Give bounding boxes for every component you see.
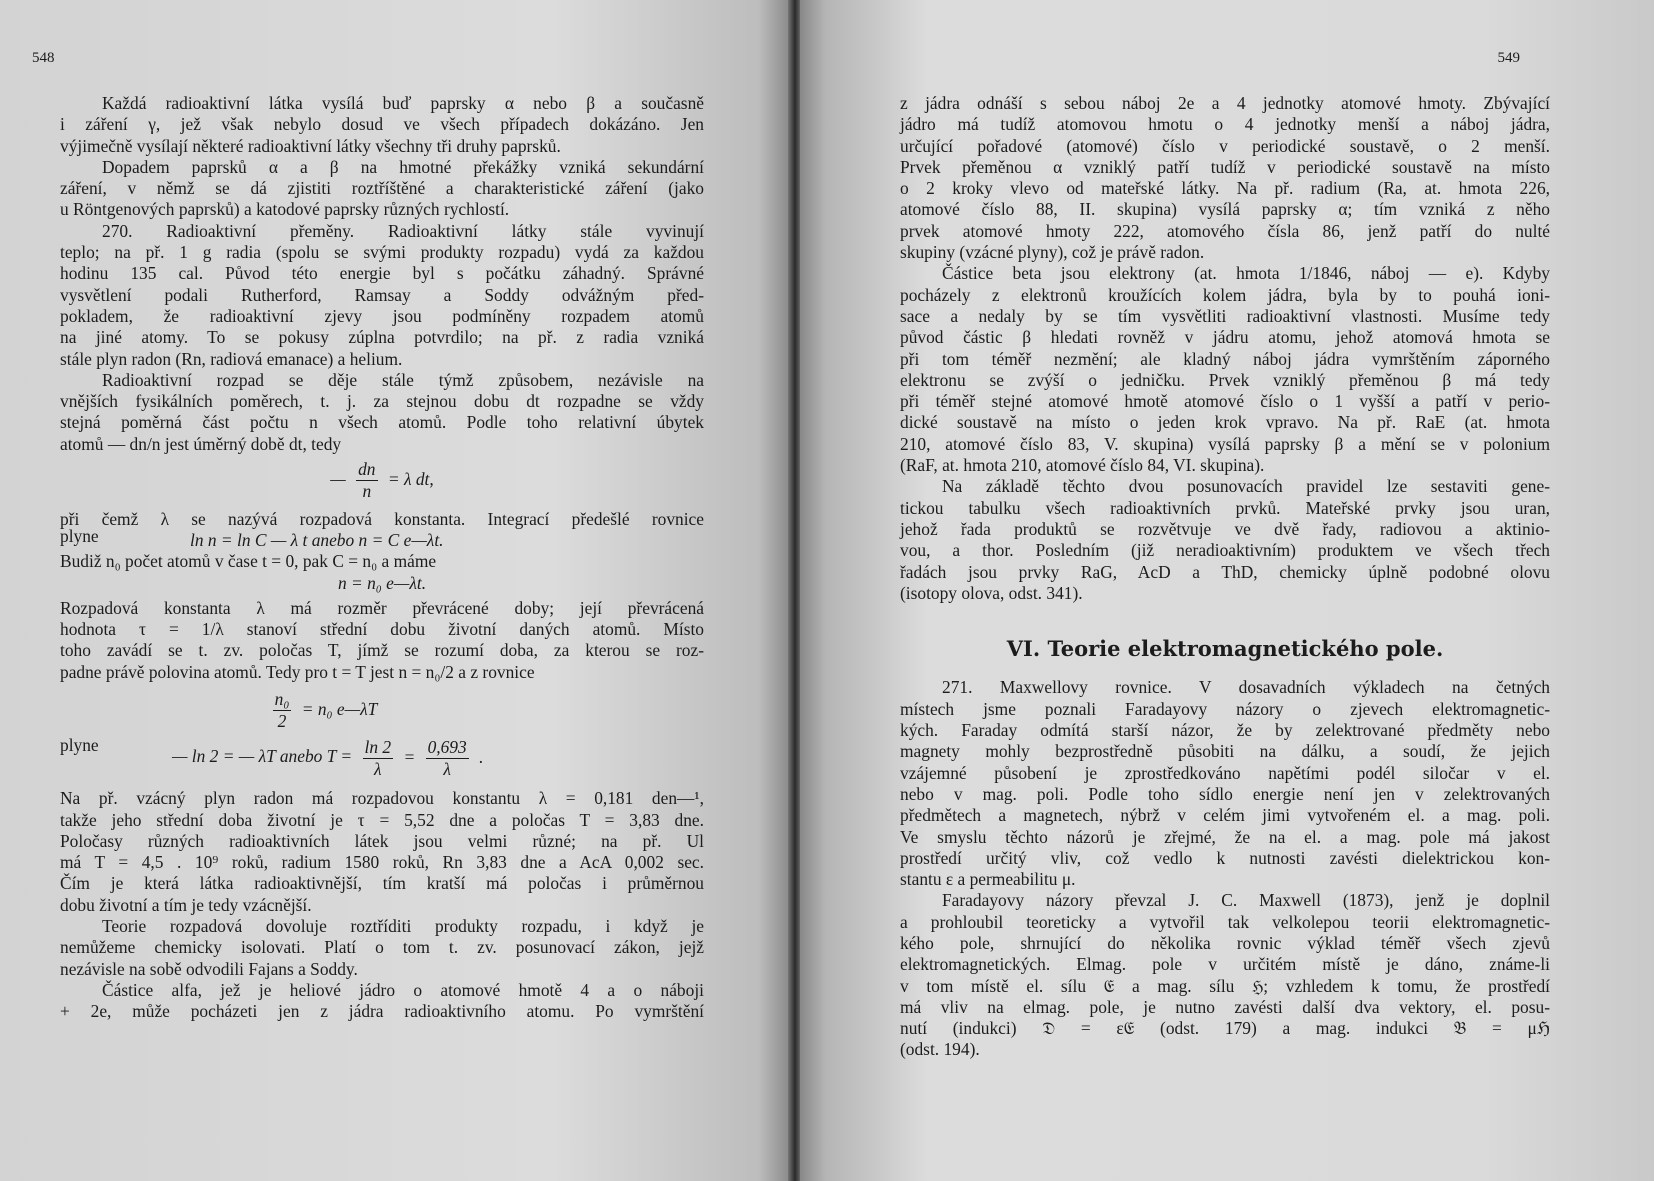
page-number-left: 548 (32, 50, 55, 66)
text-line: jádro má tudíž atomovou hmotu o 4 jednotky menší a náboj jádra, (900, 114, 1550, 135)
text-line: padne právě polovina atomů. Tedy pro t = T jest n = n₀/2 a z rovnice (60, 661, 535, 682)
text-line: předmětech a magnetech, nýbrž v celém jimi vytvořeném el. a mag. poli. (900, 805, 1550, 826)
text-line: u Röntgenových paprsků) a katodové paprsky různých rychlostí. (60, 199, 510, 220)
text-line: Faradayovy názory převzal J. C. Maxwell (1873), jenž je doplnil (942, 890, 1550, 911)
left-block-3 (60, 551, 704, 572)
text-line: dické soustavě na místo o jeden krok vpravo. Na př. RaE (at. hmota (900, 412, 1550, 433)
text-line: nemůžeme chemicky isolovati. Platí o tom t. zv. posunovací zákon, jejž (60, 937, 704, 958)
fraction: $\frac{\text{n₀}}{2}$ (274, 689, 290, 732)
page-number-right: 549 (1497, 50, 1520, 66)
right-block-2 (900, 677, 1550, 1060)
text-line: hodnota τ = 1/λ stanoví střední dobu životní daných atomů. Místo (60, 619, 704, 640)
text-line: má vliv na elmag. pole, je nutno zavésti další dva vektory, el. posu- (900, 996, 1550, 1017)
text-line: nebo v mag. poli. Podle toho sídlo energie není jen v zelektrovaných (900, 783, 1550, 804)
text-line: prvek atomové hmoty 222, atomového čísla 86, jenž patří do nulté (900, 220, 1550, 241)
text-line: jehož řada produktů se rozvětvuje ve dvě řady, radiovou a aktinio- (900, 518, 1550, 539)
text-line: Dopadem paprsků α a β na hmotné překážky vzniká sekundární (102, 156, 704, 177)
text-line: pokladem, že radioaktivní zjevy jsou podmíněny rozpadem atomů (60, 305, 704, 326)
text-line: Prvek přeměnou α vzniklý patří tudíž v periodické soustavě na místo (900, 156, 1550, 177)
text-line: + 2e, může pocházeti jen z jádra radioaktivního atomu. Po vymrštění (60, 1001, 704, 1022)
text-line: atomové číslo 88, II. skupina) vysílá paprsky α; tím vzniká z něho (900, 199, 1550, 220)
text-line: takže jeho střední doba životní je τ = 5,52 dne a poločas T = 3,83 dne. (60, 809, 704, 830)
text-line: vzájemné působení je zprostředkováno napětími podél siločar v el. (900, 762, 1550, 783)
text-line: (odst. 194). (900, 1039, 980, 1060)
text-line: Teorie rozpadová dovoluje roztříditi produkty rozpadu, i když je (102, 915, 704, 936)
text-line: stantu ε a permeabilitu μ. (900, 869, 1076, 890)
text-line: (RaF, at. hmota 210, atomové číslo 84, VI. skupina). (900, 455, 1265, 476)
text-line: Každá radioaktivní látka vysílá buď paprsky α nebo β a současně (102, 93, 704, 113)
text-line: vnějších fysikálních poměrech, t. j. za stejnou dobu dt rozpadne se vždy (60, 391, 704, 412)
text-line: a prohloubil teoreticky a vytvořil tak velkolepou teorii elektromagnetic- (900, 911, 1550, 932)
text-line: Rozpadová konstanta λ má rozměr převrácené doby; její převrácená (60, 597, 704, 618)
text-line: určující pořadové (atomové) číslo v periodické soustavě, o 2 menší. (900, 135, 1550, 156)
text-line: nutí (indukci) 𝔇 = ε𝔈 (odst. 179) a mag. indukci 𝔅 = μℌ (900, 1018, 1550, 1039)
text-line: atomů — dn/n jest úměrný době dt, tedy (60, 433, 342, 454)
text-line: výjimečně vysílají některé radioaktivní látky všechny tři druhy paprsků. (60, 135, 561, 156)
text-line: Na př. vzácný plyn radon má rozpadovou konstantu λ = 0,181 den—¹, (60, 788, 704, 809)
text-line: Budiž n₀ počet atomů v čase t = 0, pak C = n₀ a máme (60, 551, 437, 572)
text-line: skupiny (vzácné plyny), což je právě radon. (900, 242, 1205, 263)
text-line: Čím je která látka radioaktivnější, tím kratší má poločas i průměrnou (60, 873, 704, 894)
text-line: Poločasy různých radioaktivních látek jsou velmi různé; na př. Ul (60, 830, 704, 851)
text-line: teplo; na př. 1 g radia (spolu se svými produkty rozpadu) vydá za každou (60, 242, 704, 263)
right-page (800, 0, 1654, 1181)
text-line: má T = 4,5 . 10⁹ roků, radium 1580 roků, Rn 3,83 dne a AcA 0,002 sec. (60, 852, 704, 873)
left-block-2 (60, 509, 704, 530)
fraction: $\frac{0,693}{\lambda}$ (427, 736, 467, 779)
text-line: dobu životní a tím je tedy vzácnější. (60, 894, 312, 915)
text-line: kého pole, shrnující do několika rovnic výklad téměř všech zjevů (900, 932, 1550, 953)
text-line: o 2 kroky vlevo od mateřské látky. Na př. radium (Ra, at. hmota 226, (900, 178, 1550, 199)
left-block-1 (60, 93, 704, 455)
text-line: 210, atomové číslo 83, V. skupina) vysílá paprsky β a mění se v polonium (900, 433, 1550, 454)
text-line: Radioaktivní rozpad se děje stále týmž způsobem, nezávisle na (102, 369, 704, 390)
chapter-title: VI. Teorie elektromagnetického pole. (1006, 636, 1444, 662)
text-line: 271. Maxwellovy rovnice. V dosavadních výkladech na četných (942, 677, 1550, 698)
text-line: elektromagnetických. Elmag. pole v určitém místě je dáno, známe-li (900, 954, 1550, 975)
text-line: místech jsme poznali Faradayovy názory o zjevech elektromagnetic- (900, 698, 1550, 719)
text-line: Ve smyslu těchto názorů je zřejmé, že na el. a mag. pole má jakost (900, 826, 1550, 847)
text-line: toho zavádí se t. zv. poločas T, jímž se rozumí doba, za kterou se roz- (60, 640, 704, 661)
text-line: magnety mohly bezprostředně působiti na dálku, a soudí, že jejich (900, 741, 1550, 762)
fraction: $\frac{\ln 2}{\lambda}$ (364, 736, 392, 779)
text-line: z jádra odnáší s sebou náboj 2e a 4 jednotky atomové hmoty. Zbývající (900, 93, 1550, 113)
text-line: vysvětlení podali Rutherford, Ramsay a Soddy odvážným před- (60, 284, 704, 305)
text-line: při čemž λ se nazývá rozpadová konstanta. Integrací předešlé rovnice (60, 508, 704, 529)
text-line: řadách jsou prvky RaG, AcD a ThD, chemicky úplně podobné olovu (900, 561, 1550, 582)
equation-dn-dt: — $\frac{dn}{n}$ = λ dt, (330, 459, 434, 502)
equation-half: $\frac{\text{n₀}}{2}$ = n₀ e—λT (274, 689, 378, 732)
text-line: Částice alfa, jež je heliové jádro o atomové hmotě 4 a o náboji (102, 979, 704, 1000)
text-line: i záření γ, jež však nebylo dosud ve všech případech dokázáno. Jen (60, 114, 704, 135)
left-block-5 (60, 788, 704, 1022)
equation-half-life: plyne — ln 2 = — λT anebo T = $\frac{\ln 2}{\lambda}$ = $\frac{0,693}{\lambda}$ . (60, 734, 484, 779)
equation-n-n0: n = n₀ e—λt. (337, 572, 427, 593)
equation-ln-n: plyne ln n = ln C — λ t anebo n = C e—λt. (60, 525, 444, 550)
text-line: 270. Radioaktivní přeměny. Radioaktivní látky stále vyvinují (102, 220, 704, 241)
text-line: při téměř stejné atomové hmotě atomové číslo o 1 vyšší a patří v perio- (900, 391, 1550, 412)
text-line: Částice beta jsou elektrony (at. hmota 1/1846, náboj — e). Kdyby (942, 263, 1550, 284)
text-line: pocházely z elektronů kroužících kolem jádra, byla by to pouhá ioni- (900, 284, 1550, 305)
text-line: původ částic β hledati rovněž v jádru atomu, jehož atomová hmota se (900, 327, 1550, 348)
left-page (0, 0, 790, 1181)
text-line: kých. Faraday odmítá starší názor, že by zelektrované předměty nebo (900, 720, 1550, 741)
left-page-text (60, 93, 704, 1022)
text-line: v tom místě el. sílu 𝔈 a mag. sílu ℌ; vzhledem k tomu, že prostředí (900, 975, 1550, 996)
text-line: na jiné atomy. To se pokusy zúplna potvrdilo; na př. z radia vzniká (60, 327, 704, 348)
text-line: hodinu 135 cal. Původ této energie byl s počátku záhadný. Správné (60, 263, 704, 284)
text-line: při tom téměř nezmění; ale kladný náboj jádra vymrštěním záporného (900, 348, 1550, 369)
text-line: stejná poměrná část počtu n všech atomů. Podle toho relativní úbytek (60, 412, 704, 433)
text-line: vou, a thor. Posledním (již neradioaktivním) produktem ve všech třech (900, 540, 1550, 561)
text-line: stále plyn radon (Rn, radiová emanace) a helium. (60, 348, 403, 369)
right-page-text (900, 93, 1550, 1061)
text-line: tickou tabulku všech radioaktivních prvků. Mateřské prvky jsou uran, (900, 497, 1550, 518)
text-line: Na základě těchto dvou posunovacích pravidel lze sestaviti gene- (942, 476, 1550, 497)
text-line: záření, v němž se dá zjistiti roztříštěné a charakteristické záření (jako (60, 178, 704, 199)
text-line: prostředí určitý vliv, což vedlo k nutnosti zavésti dielektrickou kon- (900, 847, 1550, 868)
right-block-1 (900, 93, 1550, 604)
text-line: sace a nedaly by se tím vysvětliti radioaktivní vlastnosti. Musíme tedy (900, 305, 1550, 326)
text-line: elektronu se zvýší o jedničku. Prvek vzniklý přeměnou β má tedy (900, 369, 1550, 390)
left-block-4 (60, 598, 704, 683)
text-line: nezávisle na sobě odvodili Fajans a Soddy. (60, 958, 358, 979)
text-line: (isotopy olova, odst. 341). (900, 582, 1083, 603)
fraction: $\frac{dn}{n}$ (358, 459, 376, 502)
